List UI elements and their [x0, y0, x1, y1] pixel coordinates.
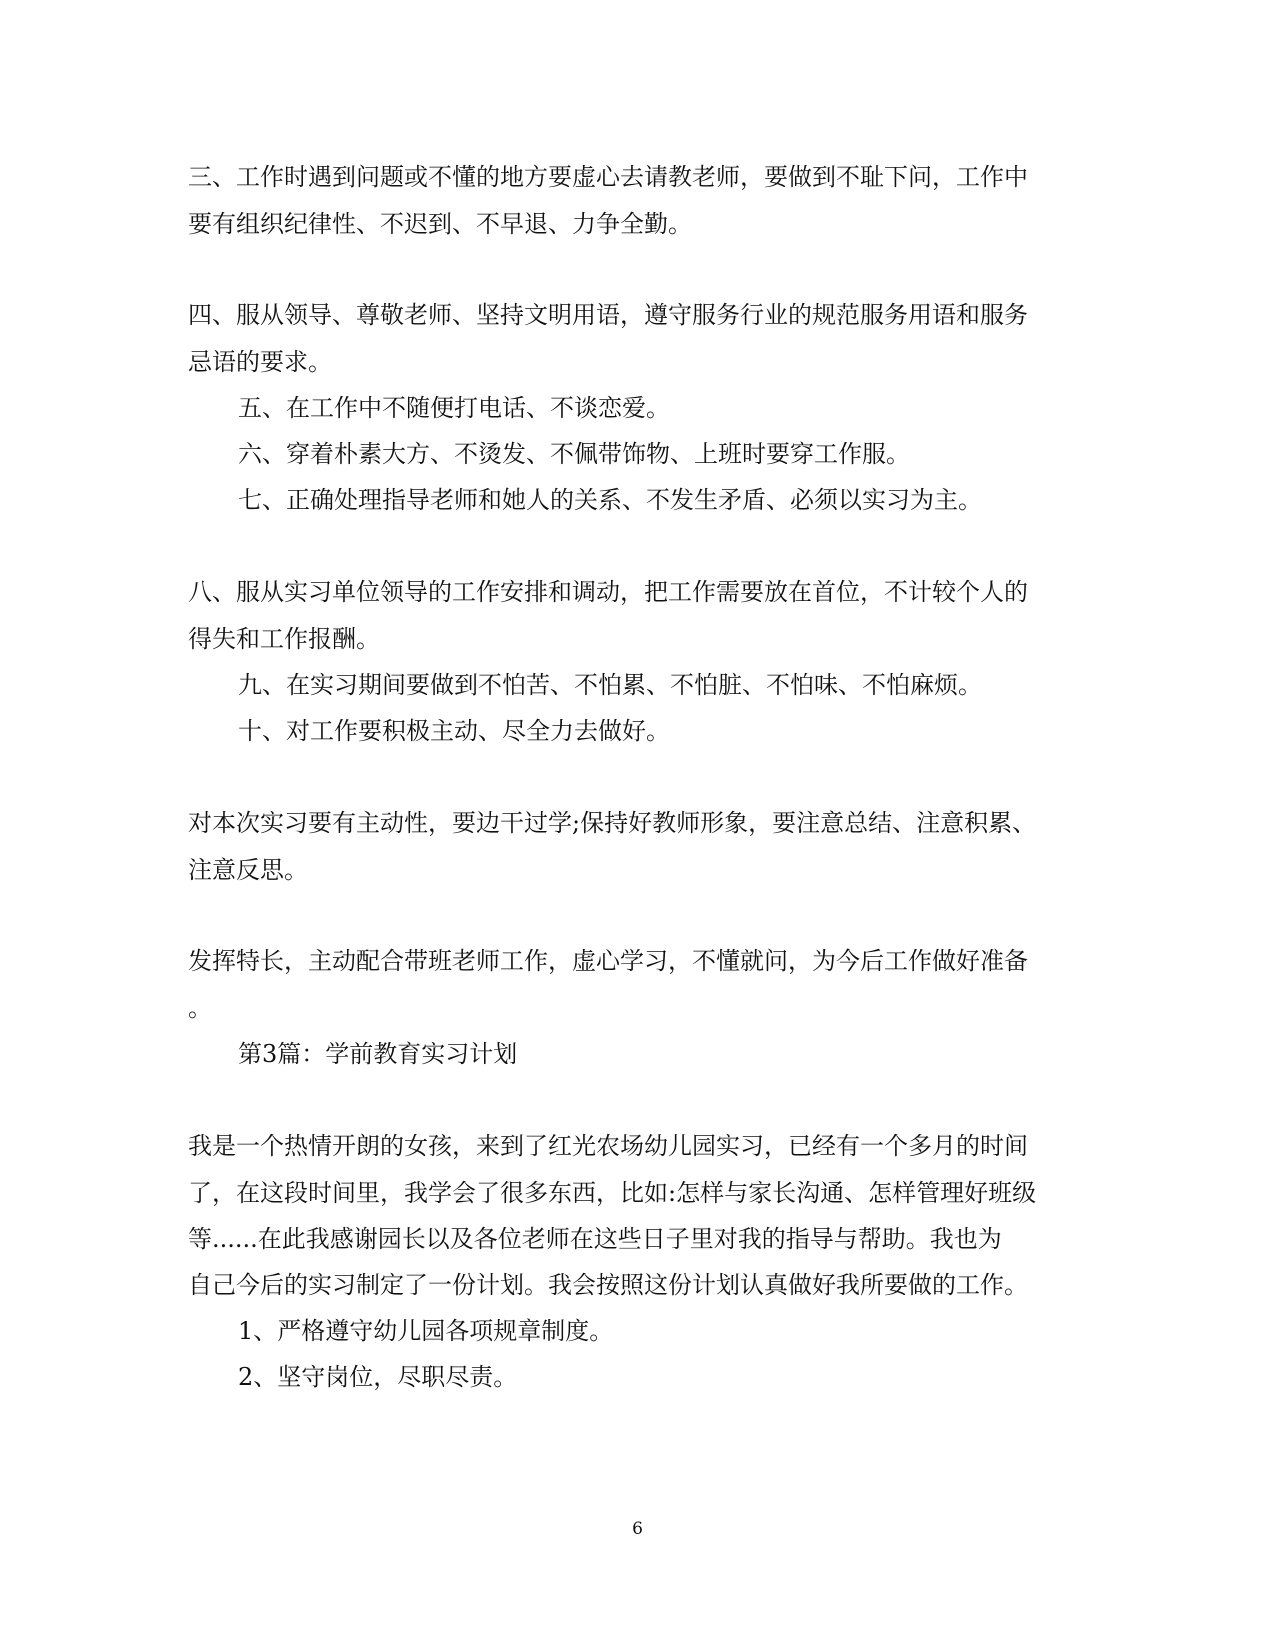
text-line: 五、在工作中不随便打电话、不谈恋爱。: [238, 394, 670, 422]
text-line: 要有组织纪律性、不迟到、不早退、力争全勤。: [188, 210, 692, 238]
text-line: 忌语的要求。: [188, 348, 332, 376]
text-line: 自己今后的实习制定了一份计划。我会按照这份计划认真做好我所要做的工作。: [188, 1271, 1028, 1299]
text-line: 六、穿着朴素大方、不烫发、不佩带饰物、上班时要穿工作服。: [238, 440, 910, 468]
text-line: 九、在实习期间要做到不怕苦、不怕累、不怕脏、不怕味、不怕麻烦。: [238, 671, 982, 699]
text-line: 了，在这段时间里，我学会了很多东西，比如:怎样与家长沟通、怎样管理好班级: [188, 1179, 1037, 1207]
page-number: 6: [632, 1519, 643, 1539]
text-line: 四、服从领导、尊敬老师、坚持文明用语，遵守服务行业的规范服务用语和服务: [188, 301, 1028, 329]
text-line: 2、坚守岗位，尽职尽责。: [238, 1363, 518, 1391]
text-line: 等......在此我感谢园长以及各位老师在这些日子里对我的指导与帮助。我也为: [188, 1225, 1002, 1253]
text-line: 得失和工作报酬。: [188, 625, 380, 653]
text-line: 八、服从实习单位领导的工作安排和调动，把工作需要放在首位，不计较个人的: [188, 578, 1028, 606]
section-heading: 第3篇：学前教育实习计划: [238, 1040, 518, 1068]
text-line: 十、对工作要积极主动、尽全力去做好。: [238, 717, 670, 745]
text-line: 1、严格遵守幼儿园各项规章制度。: [238, 1317, 614, 1345]
text-line: 对本次实习要有主动性，要边干过学;保持好教师形象，要注意总结、注意积累、: [188, 809, 1037, 837]
text-line: 我是一个热情开朗的女孩，来到了红光农场幼儿园实习，已经有一个多月的时间: [188, 1132, 1028, 1160]
text-line: 发挥特长，主动配合带班老师工作，虚心学习，不懂就问，为今后工作做好准备: [188, 947, 1028, 975]
text-line: 。: [188, 994, 212, 1022]
text-line: 三、工作时遇到问题或不懂的地方要虚心去请教老师，要做到不耻下问，工作中: [188, 163, 1028, 191]
text-line: 七、正确处理指导老师和她人的关系、不发生矛盾、必须以实习为主。: [238, 486, 982, 514]
text-line: 注意反思。: [188, 856, 308, 884]
